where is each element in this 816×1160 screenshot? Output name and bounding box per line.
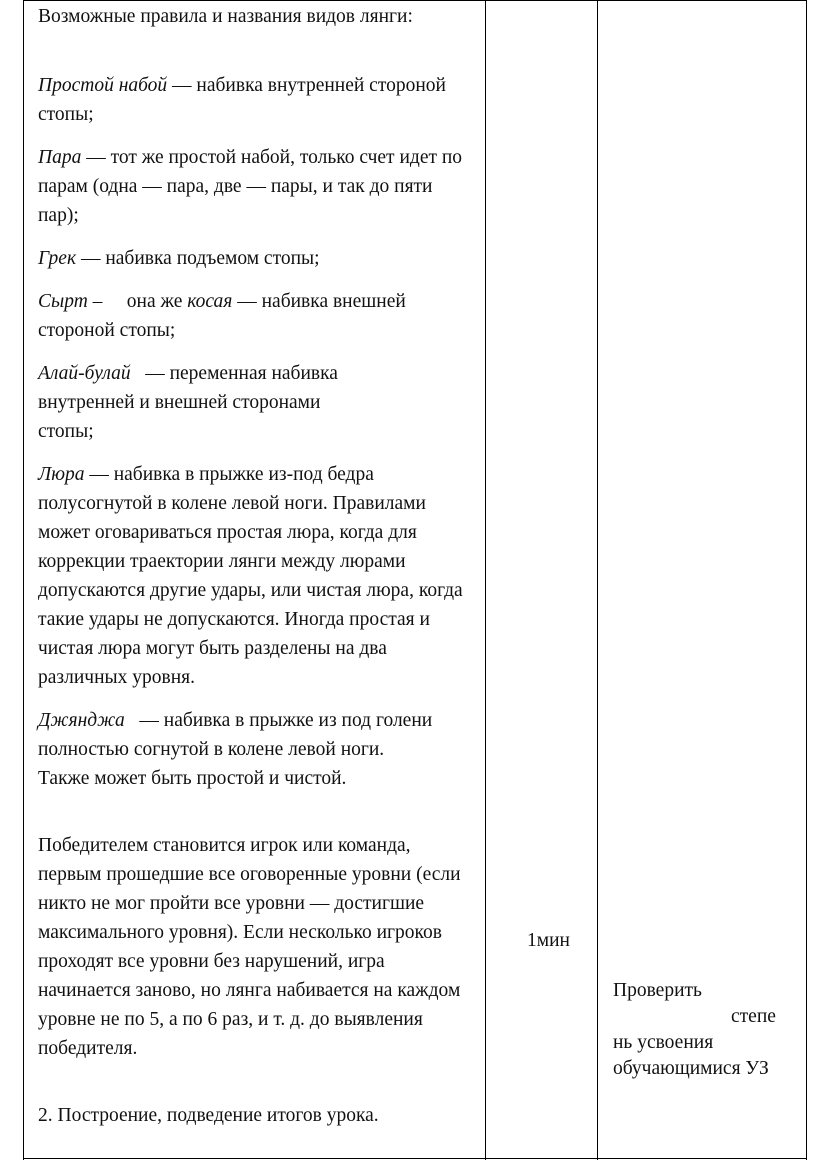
table-border-bottom xyxy=(23,1158,807,1159)
item-simple: Простой набой — набивка внутренней стороной стопы; xyxy=(38,75,446,125)
goal-line1: Проверить xyxy=(613,980,702,1001)
item-grek: Грек — набивка подъемом стопы; xyxy=(38,248,320,269)
goal-line3: нь усвоения обучающимися УЗ xyxy=(613,1032,769,1079)
table-border-left xyxy=(23,0,24,1160)
table-border-col2 xyxy=(597,0,598,1160)
table-border-col1 xyxy=(485,0,486,1160)
table-border-right xyxy=(806,0,807,1160)
winner-text: Победителем становится игрок или команда, первым прошедшие все оговоренные уровни (если никто не мог пройти все уровни — достигшие максимального уровня). Если несколько игроков проходят все уровни без нарушений, игра начинается заново, но лянга набивается на каждом уровне не по 5, а по 6 раз, и т. д. до выявления победителя. xyxy=(38,835,461,1059)
term: Простой набой xyxy=(38,75,168,96)
content-cell xyxy=(38,2,478,1130)
item-dzhyandzha: Джянджа — набивка в прыжке из под голени полностью согнутой в колене левой ноги. xyxy=(38,710,438,760)
term: Сырт xyxy=(38,291,88,312)
item-alay: Алай-булай — переменная набивка внутренней и внешней сторонами стопы; xyxy=(38,363,343,442)
time-cell: 1мин xyxy=(527,930,570,951)
table-border-top xyxy=(23,0,807,1)
goal-line2: степе xyxy=(731,1006,776,1027)
item-syrt: Сырт – она же косая — набивка внешней стороной стопы; xyxy=(38,291,411,341)
goal-cell xyxy=(613,978,793,1082)
term: Алай-булай xyxy=(38,363,131,384)
term: косая xyxy=(187,291,233,312)
step-2: 2. Построение, подведение итогов урока. xyxy=(38,1105,379,1126)
term: Пара xyxy=(38,147,82,168)
intro-text: Возможные правила и названия видов лянги: xyxy=(38,6,413,27)
term: Джянджа xyxy=(38,710,125,731)
item-lyura: Люра — набивка в прыжке из-под бедра полусогнутой в колене левой ноги. Правилами может оговариваться простая люра, когда для коррекции траектории лянги между люрами допускаются другие удары, или чистая люра, когда такие удары не допускаются. Иногда простая и чистая люра могут быть разделены на два различных уровня. xyxy=(38,464,463,688)
item-dzhyandzha-extra: Также может быть простой и чистой. xyxy=(38,768,347,789)
item-para: Пара — тот же простой набой, только счет идет по парам (одна — пара, две — пары, и так до пяти пар); xyxy=(38,147,463,226)
term: Люра xyxy=(38,464,85,485)
term: Грек xyxy=(38,248,77,269)
